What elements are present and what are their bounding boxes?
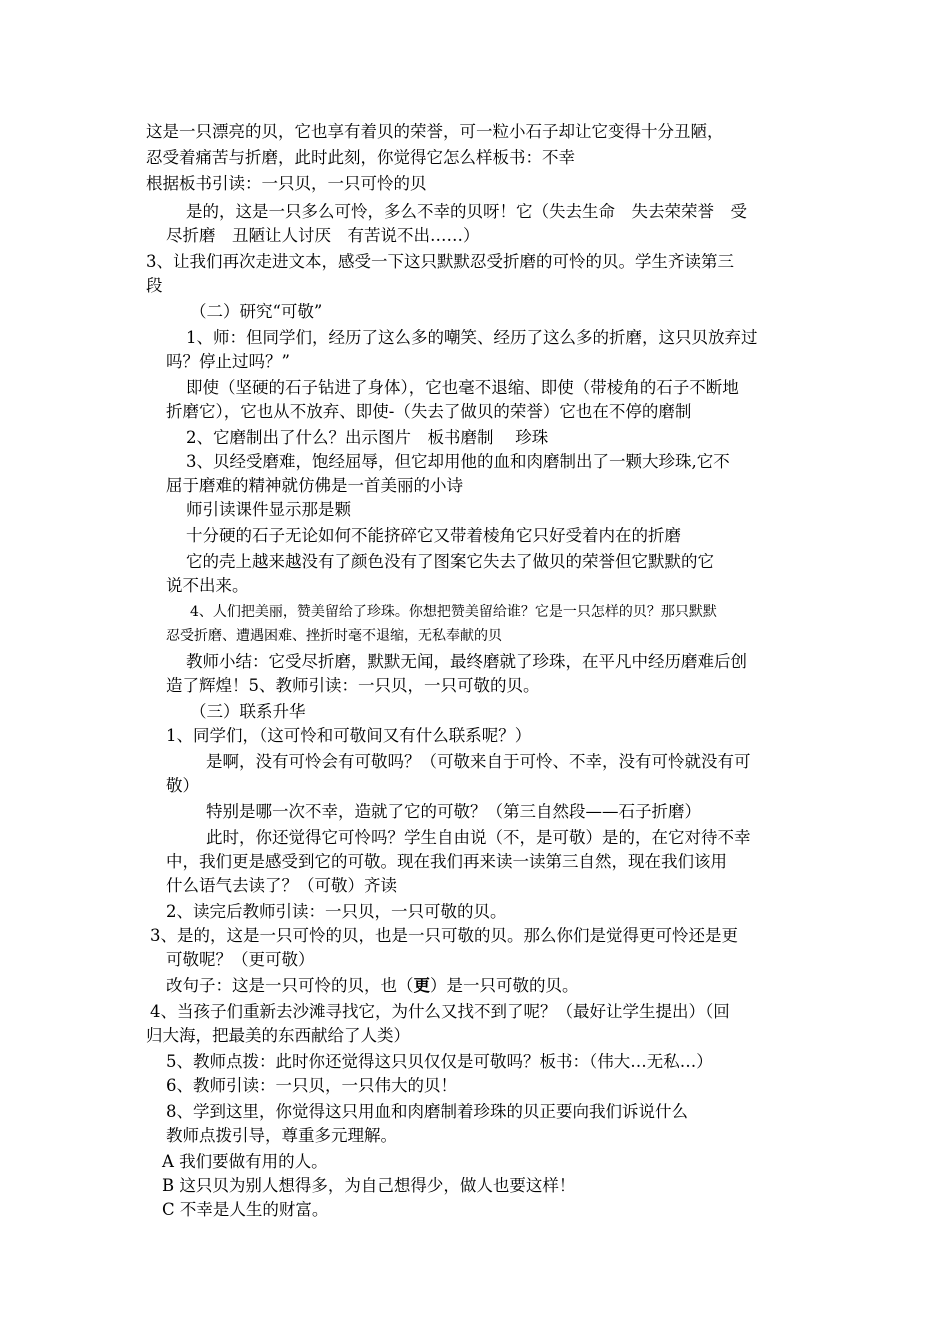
text-line: 根据板书引读：一只贝，一只可怜的贝 — [146, 174, 427, 193]
text-line: 这是一只漂亮的贝，它也享有着贝的荣誉，可一粒小石子却让它变得十分丑陋， — [146, 122, 724, 141]
text-line: 尽折磨 丑陋让人讨厌 有苦说不出……） — [166, 226, 480, 245]
text-line: 3、是的，这是一只可怜的贝，也是一只可敬的贝。那么你们是觉得更可怜还是更 — [150, 926, 738, 945]
text-line: 6、教师引读：一只贝，一只伟大的贝！ — [166, 1076, 457, 1095]
text-line: 忍受折磨、遭遇困难、挫折时毫不退缩，无私奉献的贝 — [166, 628, 502, 644]
text-line: 教师小结：它受尽折磨，默默无闻，最终磨就了珍珠，在平凡中经历磨难后创 — [186, 652, 747, 671]
text-line: 它的壳上越来越没有了颜色没有了图案它失去了做贝的荣誉但它默默的它 — [186, 552, 714, 571]
text-line: 2、它磨制出了什么？出示图片 板书磨制 珍珠 — [186, 428, 549, 447]
rewrite-emphasis: 更 — [413, 976, 430, 995]
option-c: C 不幸是人生的财富。 — [162, 1200, 329, 1219]
text-line: 教师点拨引导，尊重多元理解。 — [166, 1126, 397, 1145]
text-line: 折磨它），它也从不放弃、即使-（失去了做贝的荣誉）它也在不停的磨制 — [166, 402, 692, 421]
text-line: 敬） — [166, 776, 199, 795]
text-line: 1、同学们，（这可怜和可敬间又有什么联系呢？） — [166, 726, 532, 745]
text-line: 吗？停止过吗？” — [166, 352, 290, 371]
text-line: 1、师：但同学们，经历了这么多的嘲笑、经历了这么多的折磨，这只贝放弃过 — [186, 328, 758, 347]
text-line: 师引读课件显示那是颗 — [186, 500, 351, 519]
text-line: 段 — [146, 276, 163, 295]
text-line: 8、学到这里，你觉得这只用血和肉磨制着珍珠的贝正要向我们诉说什么 — [166, 1102, 688, 1121]
text-line: 4、当孩子们重新去沙滩寻找它，为什么又找不到了呢？（最好让学生提出）（回 — [150, 1002, 730, 1021]
text-line: 屈于磨难的精神就仿佛是一首美丽的小诗 — [166, 476, 463, 495]
text-line: 5、教师点拨：此时你还觉得这只贝仅仅是可敬吗？板书：（伟大…无私…） — [166, 1052, 713, 1071]
text-line: 中，我们更是感受到它的可敬。现在我们再来读一读第三自然，现在我们该用 — [166, 852, 727, 871]
sentence-rewrite-line — [166, 974, 579, 998]
text-line: 特别是哪一次不幸，造就了它的可敬？（第三自然段——石子折磨） — [206, 802, 701, 821]
text-line: 4、人们把美丽，赞美留给了珍珠。你想把赞美留给谁？它是一只怎样的贝？那只默默 — [190, 604, 717, 620]
option-b: B 这只贝为别人想得多，为自己想得少，做人也要这样！ — [162, 1176, 576, 1195]
rewrite-before: 改句子：这是一只可怜的贝，也（ — [166, 976, 414, 995]
text-line: 十分硬的石子无论如何不能挤碎它又带着棱角它只好受着内在的折磨 — [186, 526, 681, 545]
option-a: A 我们要做有用的人。 — [162, 1152, 328, 1171]
rewrite-after: ）是一只可敬的贝。 — [430, 976, 579, 995]
text-line: 3、让我们再次走进文本，感受一下这只默默忍受折磨的可怜的贝。学生齐读第三 — [146, 252, 734, 271]
text-line: 什么语气去读了？（可敬）齐读 — [166, 876, 397, 895]
text-line: 此时，你还觉得它可怜吗？学生自由说（不，是可敬）是的，在它对待不幸 — [206, 828, 751, 847]
text-line: 即使（坚硬的石子钻进了身体），它也毫不退缩、即使（带棱角的石子不断地 — [186, 378, 739, 397]
text-line: 3、贝经受磨难，饱经屈辱，但它却用他的血和肉磨制出了一颗大珍珠,它不 — [186, 452, 730, 471]
text-line: 归大海，把最美的东西献给了人类） — [146, 1026, 410, 1045]
section-heading: （二）研究“可敬” — [190, 302, 323, 321]
text-line: 2、读完后教师引读：一只贝，一只可敬的贝。 — [166, 902, 507, 921]
text-line: 忍受着痛苦与折磨，此时此刻，你觉得它怎么样板书：不幸 — [146, 148, 575, 167]
text-line: 造了辉煌！5、教师引读：一只贝，一只可敬的贝。 — [166, 676, 540, 695]
text-line: 可敬呢？（更可敬） — [166, 950, 315, 969]
text-line: 是的，这是一只多么可怜，多么不幸的贝呀！它（失去生命 失去荣荣誉 受 — [186, 202, 747, 221]
text-line: 是啊，没有可怜会有可敬吗？（可敬来自于可怜、不幸，没有可怜就没有可 — [206, 752, 751, 771]
section-heading: （三）联系升华 — [190, 702, 306, 721]
text-line: 说不出来。 — [166, 576, 249, 595]
